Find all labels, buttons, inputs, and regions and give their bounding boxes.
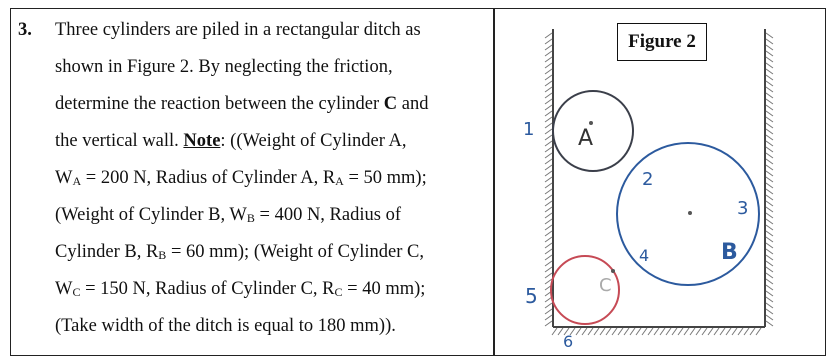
- cylinder-b-center: [688, 211, 692, 215]
- note-label: Note: [183, 131, 221, 151]
- question-line-5: $W_A = 200$ N, Radius of Cylinder A, $R_A = 50$ mm);: [55, 168, 427, 188]
- question-line-1: 3. Three cylinders are piled in a rectangular ditch as: [18, 12, 488, 49]
- question-line-4: the vertical wall. Note: ((Weight of Cylinder A,: [55, 131, 407, 151]
- mark-6: 6: [563, 332, 574, 351]
- question-line-6: (Weight of Cylinder B, $W_B = 400$ N, Radius of: [55, 205, 401, 225]
- cylinder-c-bold: C: [383, 94, 398, 114]
- cylinder-a-center: [589, 121, 593, 125]
- right-wall-hatching: [766, 33, 773, 326]
- floor-hatching: [552, 328, 761, 335]
- mark-3: 3: [737, 198, 749, 219]
- question-line-8: $W_C = 150$ N, Radius of Cylinder C, $R_C = 40$ mm);: [55, 279, 426, 299]
- cylinder-a-label: A: [578, 126, 594, 151]
- figure-2: [495, 9, 825, 355]
- figure-title: Figure 2: [617, 23, 707, 61]
- question-text: [18, 12, 488, 345]
- mark-2: 2: [642, 169, 654, 190]
- cylinder-b-label: B: [721, 240, 738, 265]
- mark-5: 5: [525, 284, 538, 308]
- question-line-7: Cylinder B, $R_B = 60$ mm); (Weight of Cylinder C,: [55, 242, 424, 262]
- cylinder-c-center: [611, 269, 615, 273]
- question-line-3: determine the reaction between the cylinder C and: [55, 94, 429, 114]
- question-line-2: shown in Figure 2. By neglecting the friction,: [55, 57, 393, 77]
- mark-4: 4: [639, 246, 650, 265]
- question-number: 3.: [18, 20, 32, 40]
- mark-1: 1: [523, 119, 535, 140]
- cylinder-c-label: C: [599, 275, 612, 296]
- question-line-9: (Take width of the ditch is equal to 180 mm)).: [55, 316, 396, 336]
